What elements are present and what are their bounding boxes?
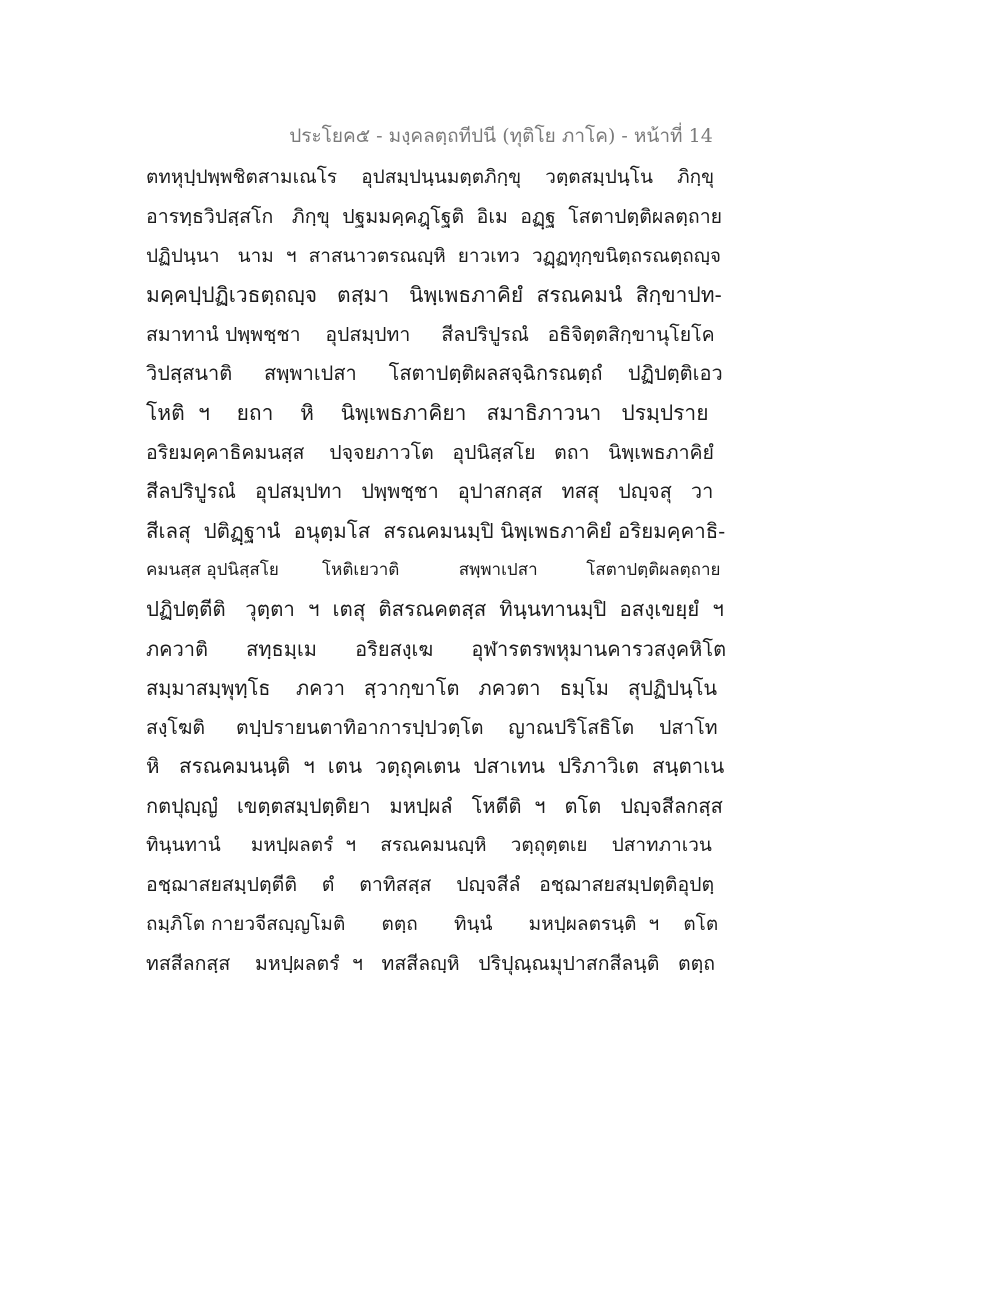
text-line: สมาทานํ ปพฺพชฺชา อุปสมฺปทา สีลปริปูรณํ อธิจิตฺตสิกฺขานุโยโค [146,323,715,347]
text-line: ถมฺภิโต กายวจีสญฺญโมติ ตตฺถ ทินฺนํ มหปฺผลตรนฺติ ฯ ตโต [146,912,719,935]
text-line: สีเลสุ ปติฏฺฐานํ อนุตฺมโส สรณคมนมฺปิ นิพฺเพธภาคิยํ อริยมคฺคาธิ- [146,518,726,543]
text-line: หิ สรณคมนนฺติ ฯ เตน วตฺถุคเตน ปสาเทน ปริภาวิเต สนฺตาเน [146,754,725,779]
text-line: กตปุญฺญํ เขตฺตสมฺปตฺติยา มหปฺผลํ โหตีติ ฯ ตโต ปญฺจสีลกสฺส [146,793,723,818]
text-line: ปฏิปตฺตีติ วุตฺตา ฯ เตสุ ติสรณคตสฺส ทินฺนทานมฺปิ อสงฺเขยฺยํ ฯ [146,597,724,622]
text-line: สีลปริปูรณํ อุปสมฺปทา ปพฺพชฺชา อุปาสกสฺส ทสสุ ปญฺจสุ วา [146,479,714,504]
text-line: โหติ ฯ ยถา หิ นิพฺเพธภาคิยา สมาธิภาวนา ปรมฺปราย [146,400,709,425]
text-line: ตทหุปฺปพฺพชิตสามเณโร อุปสมฺปนฺนมตฺตภิกฺขุ วตฺตสมฺปนฺโน ภิกฺขุ [146,166,715,188]
text-line: ปฏิปนฺนา นาม ฯ สาสนาวตรณญฺหิ ยาวเทว วฏฺฏทุกฺขนิตฺถรณตฺถญฺจ [146,244,722,267]
text-line: คมนสฺส อุปนิสฺสโย โหติเยวาติ สพฺพาเปสา โสตาปตฺติผลตฺถาย [146,559,721,580]
page-header-text: ประโยค๕ - มงฺคลตฺถทีปนี (ทุติโย ภาโค) - หน้าที่ 14 [289,125,713,147]
text-line: อารทฺธวิปสฺสโก ภิกฺขุ ปฐมมคฺคฎฺโฐติ อิเม อฏฺฐ โสตาปตฺติผลตฺถาย [146,205,723,229]
text-line: ทสสีลกสฺส มหปฺผลตรํ ฯ ทสสีลญฺหิ ปริปุณฺณมุปาสกสีลนฺติ ตตฺถ [146,951,716,975]
text-line: วิปสฺสนาติ สพฺพาเปสา โสตาปตฺติผลสจฺฉิกรณตฺถํ ปฏิปตฺติเอว [146,361,723,386]
body-text [146,158,726,983]
text-line: มคฺคปฺปฏิเวธตฺถญฺจ ตสฺมา นิพฺเพธภาคิยํ สรณคมนํ สิกฺขาปท- [146,282,722,307]
text-line: ภควาติ สทฺธมฺเม อริยสงฺเฆ อุฬารตรพหุมานคารวสงฺคหิโต [146,636,727,661]
text-line: สมฺมาสมฺพุทฺโธ ภควา สฺวากฺขาโต ภควตา ธมฺโม สุปฏิปนฺโน [146,675,718,700]
text-line: สงฺโฆติ ตปฺปรายนตาทิอาการปฺปวตฺโต ญาณปริโสธิโต ปสาโท [146,716,718,740]
text-line: ทินฺนทานํ มหปฺผลตรํ ฯ สรณคมนญฺหิ วตฺถุตฺตเย ปสาทภาเวน [146,834,712,857]
page-header [0,121,1000,151]
text-line: อชฺฌาสยสมฺปตฺตีติ ตํ ตาทิสสฺส ปญฺจสีลํ อชฺฌาสยสมฺปตฺติอุปตฺ [146,873,715,897]
text-line: อริยมคฺคาธิคมนสฺส ปจฺจยภาวโต อุปนิสฺสโย ตถา นิพฺเพธภาคิยํ [146,441,714,465]
